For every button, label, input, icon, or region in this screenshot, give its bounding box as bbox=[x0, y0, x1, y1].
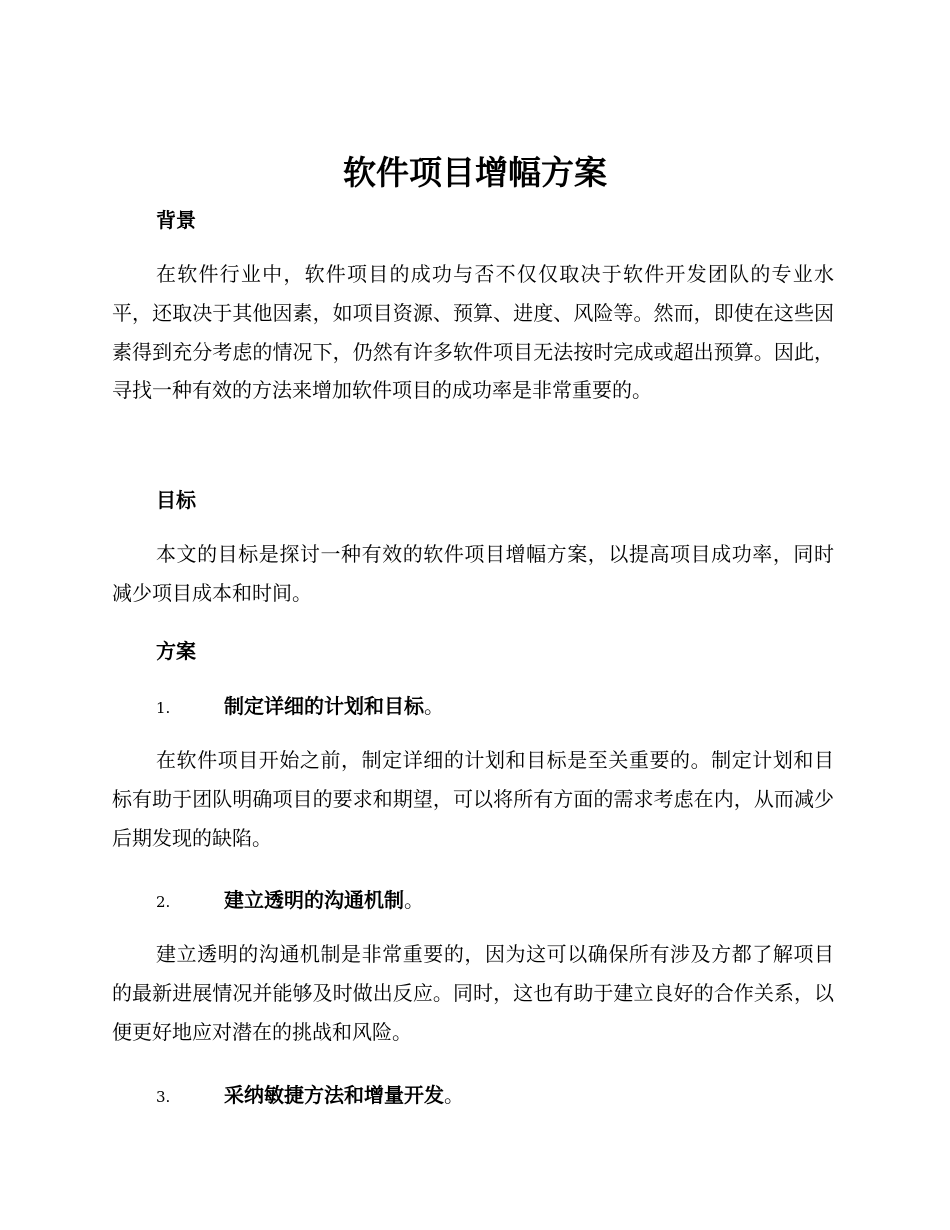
plan-item-title: 采纳敏捷方法和增量开发 bbox=[224, 1083, 444, 1107]
plan-item-number: 2. bbox=[156, 893, 171, 911]
plan-item-number: 1. bbox=[156, 699, 171, 717]
plan-item-1 bbox=[156, 692, 444, 722]
section-heading-goal: 目标 bbox=[156, 488, 196, 512]
plan-item-suffix: 。 bbox=[404, 888, 424, 912]
background-paragraph: 在软件行业中，软件项目的成功与否不仅仅取决于软件开发团队的专业水平，还取决于其他因素，如项目资源、预算、进度、风险等。然而，即使在这些因素得到充分考虑的情况下，仍然有许多软件项目无法按时完成或超出预算。因此，寻找一种有效的方法来增加软件项目的成功率是非常重要的。 bbox=[112, 262, 834, 403]
plan-item-1-paragraph: 在软件项目开始之前，制定详细的计划和目标是至关重要的。制定计划和目标有助于团队明确项目的要求和期望，可以将所有方面的需求考虑在内，从而减少后期发现的缺陷。 bbox=[112, 748, 834, 850]
plan-item-3 bbox=[156, 1081, 464, 1111]
plan-item-suffix: 。 bbox=[424, 694, 444, 718]
plan-item-2-paragraph: 建立透明的沟通机制是非常重要的，因为这可以确保所有涉及方都了解项目的最新进展情况并能够及时做出反应。同时，这也有助于建立良好的合作关系，以便更好地应对潜在的挑战和风险。 bbox=[112, 942, 834, 1044]
goal-paragraph: 本文的目标是探讨一种有效的软件项目增幅方案，以提高项目成功率，同时减少项目成本和时间。 bbox=[112, 542, 834, 605]
plan-item-2 bbox=[156, 886, 424, 916]
plan-item-title: 建立透明的沟通机制 bbox=[224, 888, 404, 912]
section-heading-background: 背景 bbox=[156, 208, 196, 232]
plan-item-suffix: 。 bbox=[444, 1083, 464, 1107]
plan-item-number: 3. bbox=[156, 1088, 171, 1106]
section-heading-plan: 方案 bbox=[156, 639, 196, 663]
document-title: 软件项目增幅方案 bbox=[343, 153, 607, 192]
plan-item-title: 制定详细的计划和目标 bbox=[224, 694, 424, 718]
